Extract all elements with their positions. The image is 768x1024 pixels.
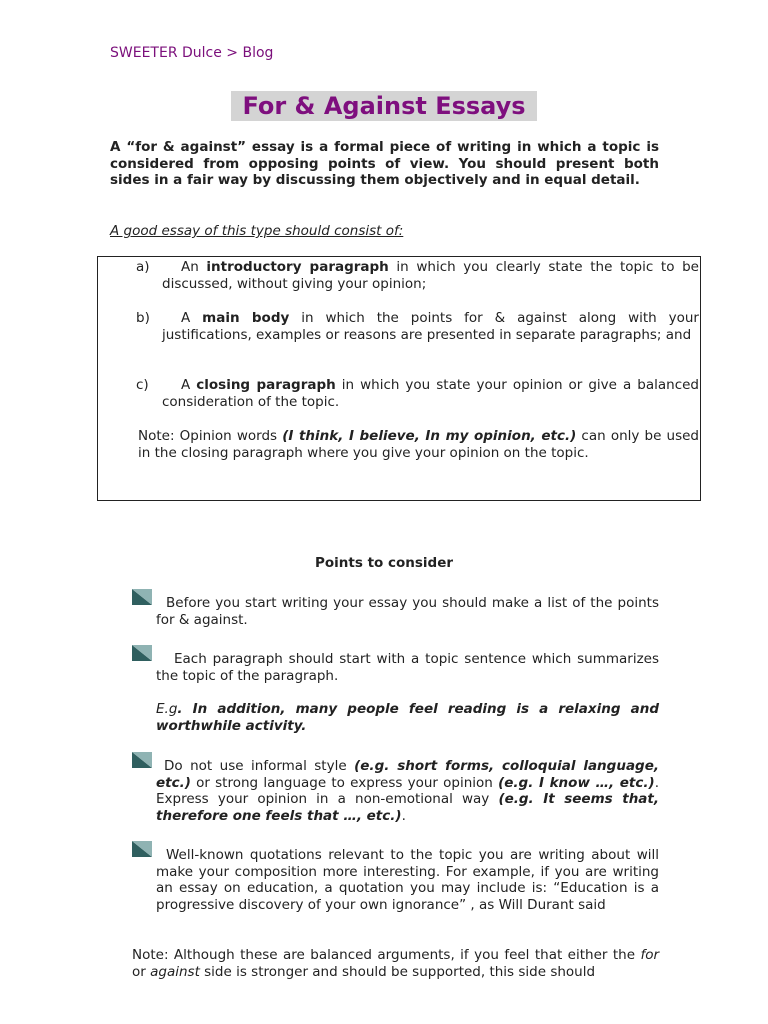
item-text-pre: A — [181, 377, 197, 393]
point-bullet-2 — [132, 651, 659, 684]
item-text-bold: introductory paragraph — [206, 259, 389, 275]
point-bullet-1 — [132, 595, 659, 628]
example-text: . In addition, many people feel reading is a relaxing and worthwhile activity. — [156, 701, 659, 734]
bullet-emphasis: (e.g. It seems that, therefore one feels that …, etc.) — [156, 791, 659, 824]
item-text-post: in which you state your opinion or give a balanced consideration of the topic. — [162, 377, 699, 410]
opinion-note — [138, 428, 699, 461]
breadcrumb[interactable]: SWEETER Dulce > Blog — [110, 45, 274, 61]
triangle-bullet-icon — [132, 645, 152, 661]
item-marker: b) — [136, 310, 150, 326]
bullet-text: Before you start writing your essay you should make a list of the points for & against. — [156, 595, 659, 628]
bullet-text: . Express your opinion in a non-emotional way — [156, 774, 659, 807]
balanced-arguments-note — [132, 947, 659, 980]
item-marker: c) — [136, 377, 149, 393]
note-text: side is stronger and should be supported, this side should — [199, 963, 596, 980]
section-subheading: A good essay of this type should consist of: — [110, 223, 404, 239]
bullet-emphasis: (e.g. short forms, colloquial language, etc.) — [156, 758, 659, 791]
triangle-bullet-icon — [132, 589, 152, 605]
bullet-text: Well-known quotations relevant to the topic you are writing about will make your composition more interesting. For example, if you are writing an essay on education, a quotation you may include is: “Education is a progressive discovery of your own ignorance” , as Will Durant said — [156, 847, 659, 913]
bullet-text: Each paragraph should start with a topic sentence which summarizes the topic of the paragraph. — [156, 651, 659, 684]
item-text-post: in which you clearly state the topic to be discussed, without giving your opinion; — [162, 259, 699, 292]
item-text-pre: An — [181, 259, 207, 275]
points-heading: Points to consider — [314, 555, 454, 571]
structure-item-introductory — [138, 259, 699, 292]
item-text-pre: A — [181, 310, 203, 326]
intro-paragraph: A “for & against” essay is a formal piece of writing in which a topic is considered from opposing points of view. You should present both sides in a fair way by discussing them objectively and in equal detail. — [110, 139, 659, 188]
triangle-bullet-icon — [132, 752, 152, 768]
point-bullet-4 — [132, 847, 659, 913]
item-text-bold: main body — [202, 310, 290, 326]
essay-structure-box — [97, 256, 701, 501]
note-bold: (I think, I believe, In my opinion, etc.) — [282, 428, 577, 444]
structure-item-main-body — [138, 310, 699, 343]
bullet-text: Do not use informal style — [164, 758, 355, 774]
item-marker: a) — [136, 259, 150, 275]
structure-item-closing — [138, 377, 699, 410]
note-post: can only be used in the closing paragraph where you give your opinion on the topic. — [138, 428, 700, 461]
bullet-text: or strong language to express your opinion — [190, 774, 499, 791]
item-text-bold: closing paragraph — [196, 377, 336, 393]
note-emphasis: for — [640, 947, 659, 963]
page-title: For & Against Essays — [231, 91, 537, 121]
note-emphasis: against — [150, 963, 200, 980]
point-bullet-3 — [132, 758, 659, 824]
example-sentence — [156, 701, 659, 734]
bullet-text: . — [401, 807, 406, 824]
example-prefix: E.g — [156, 701, 178, 717]
note-pre: Note: Opinion words — [138, 428, 283, 444]
note-text: Note: Although these are balanced arguments, if you feel that either the — [132, 947, 641, 963]
note-text: or — [132, 963, 151, 980]
item-text-post: in which the points for & against along with your justifications, examples or reasons are presented in separate paragraphs; and — [162, 310, 699, 343]
triangle-bullet-icon — [132, 841, 152, 857]
bullet-emphasis: (e.g. I know …, etc.) — [498, 774, 655, 791]
